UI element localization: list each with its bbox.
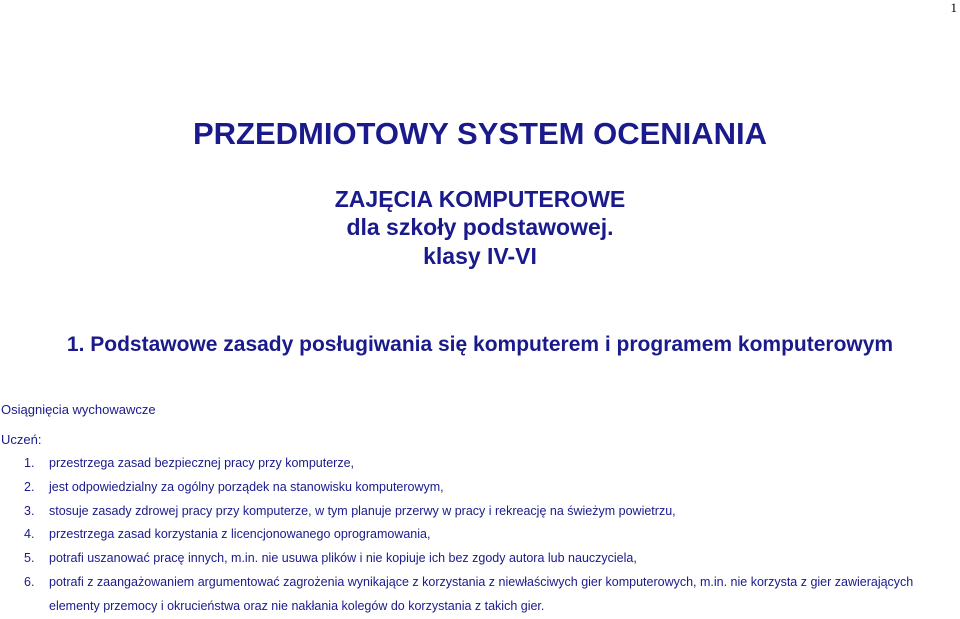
list-item (0, 476, 960, 500)
list-item-text: jest odpowiedzialny za ogólny porządek na stanowisku komputerowym, (49, 479, 444, 494)
list-item (0, 500, 960, 524)
list-item-text: stosuje zasady zdrowej pracy przy komputerze, w tym planuje przerwy w pracy i rekreację na świeżym powietrzu, (49, 503, 676, 518)
list-item-text: przestrzega zasad bezpiecznej pracy przy komputerze, (49, 456, 355, 470)
achievements-list (0, 452, 960, 619)
list-item-number: 1. (24, 456, 35, 470)
page-number: 1 (950, 0, 957, 15)
list-item (0, 452, 960, 476)
list-item-number: 3. (24, 503, 35, 518)
student-label: Uczeń: (1, 432, 42, 447)
list-item-text: przestrzega zasad korzystania z licencjonowanego oprogramowania, (49, 527, 431, 542)
document-title: PRZEDMIOTOWY SYSTEM OCENIANIA (192, 116, 768, 151)
list-item (0, 523, 960, 547)
list-item-number: 4. (24, 527, 35, 542)
list-item-number: 6. (24, 574, 35, 589)
list-item (0, 547, 960, 571)
list-item-text: potrafi z zaangażowaniem argumentować zagrożenia wynikające z korzystania z niewłaściwych gier komputerowych, m.in. nie korzysta z gier zawierających elementy przemocy i okrucieństwa oraz nie nakłania kolegów do korzystania z takich gier. (49, 574, 914, 613)
subtitle-line-1: ZAJĘCIA KOMPUTEROWE (334, 186, 626, 212)
subtitle-line-3: klasy IV-VI (423, 243, 537, 269)
list-item-text: potrafi uszanować pracę innych, m.in. nie usuwa plików i nie kopiuje ich bez zgody autora lub nauczyciela, (49, 551, 637, 566)
achievements-label: Osiągnięcia wychowawcze (1, 402, 156, 417)
section-heading: 1. Podstawowe zasady posługiwania się komputerem i programem komputerowym (66, 333, 894, 356)
list-item (0, 571, 960, 619)
subtitle-line-2: dla szkoły podstawowej. (346, 214, 614, 240)
list-item-number: 2. (24, 479, 35, 494)
list-item-number: 5. (24, 551, 35, 566)
